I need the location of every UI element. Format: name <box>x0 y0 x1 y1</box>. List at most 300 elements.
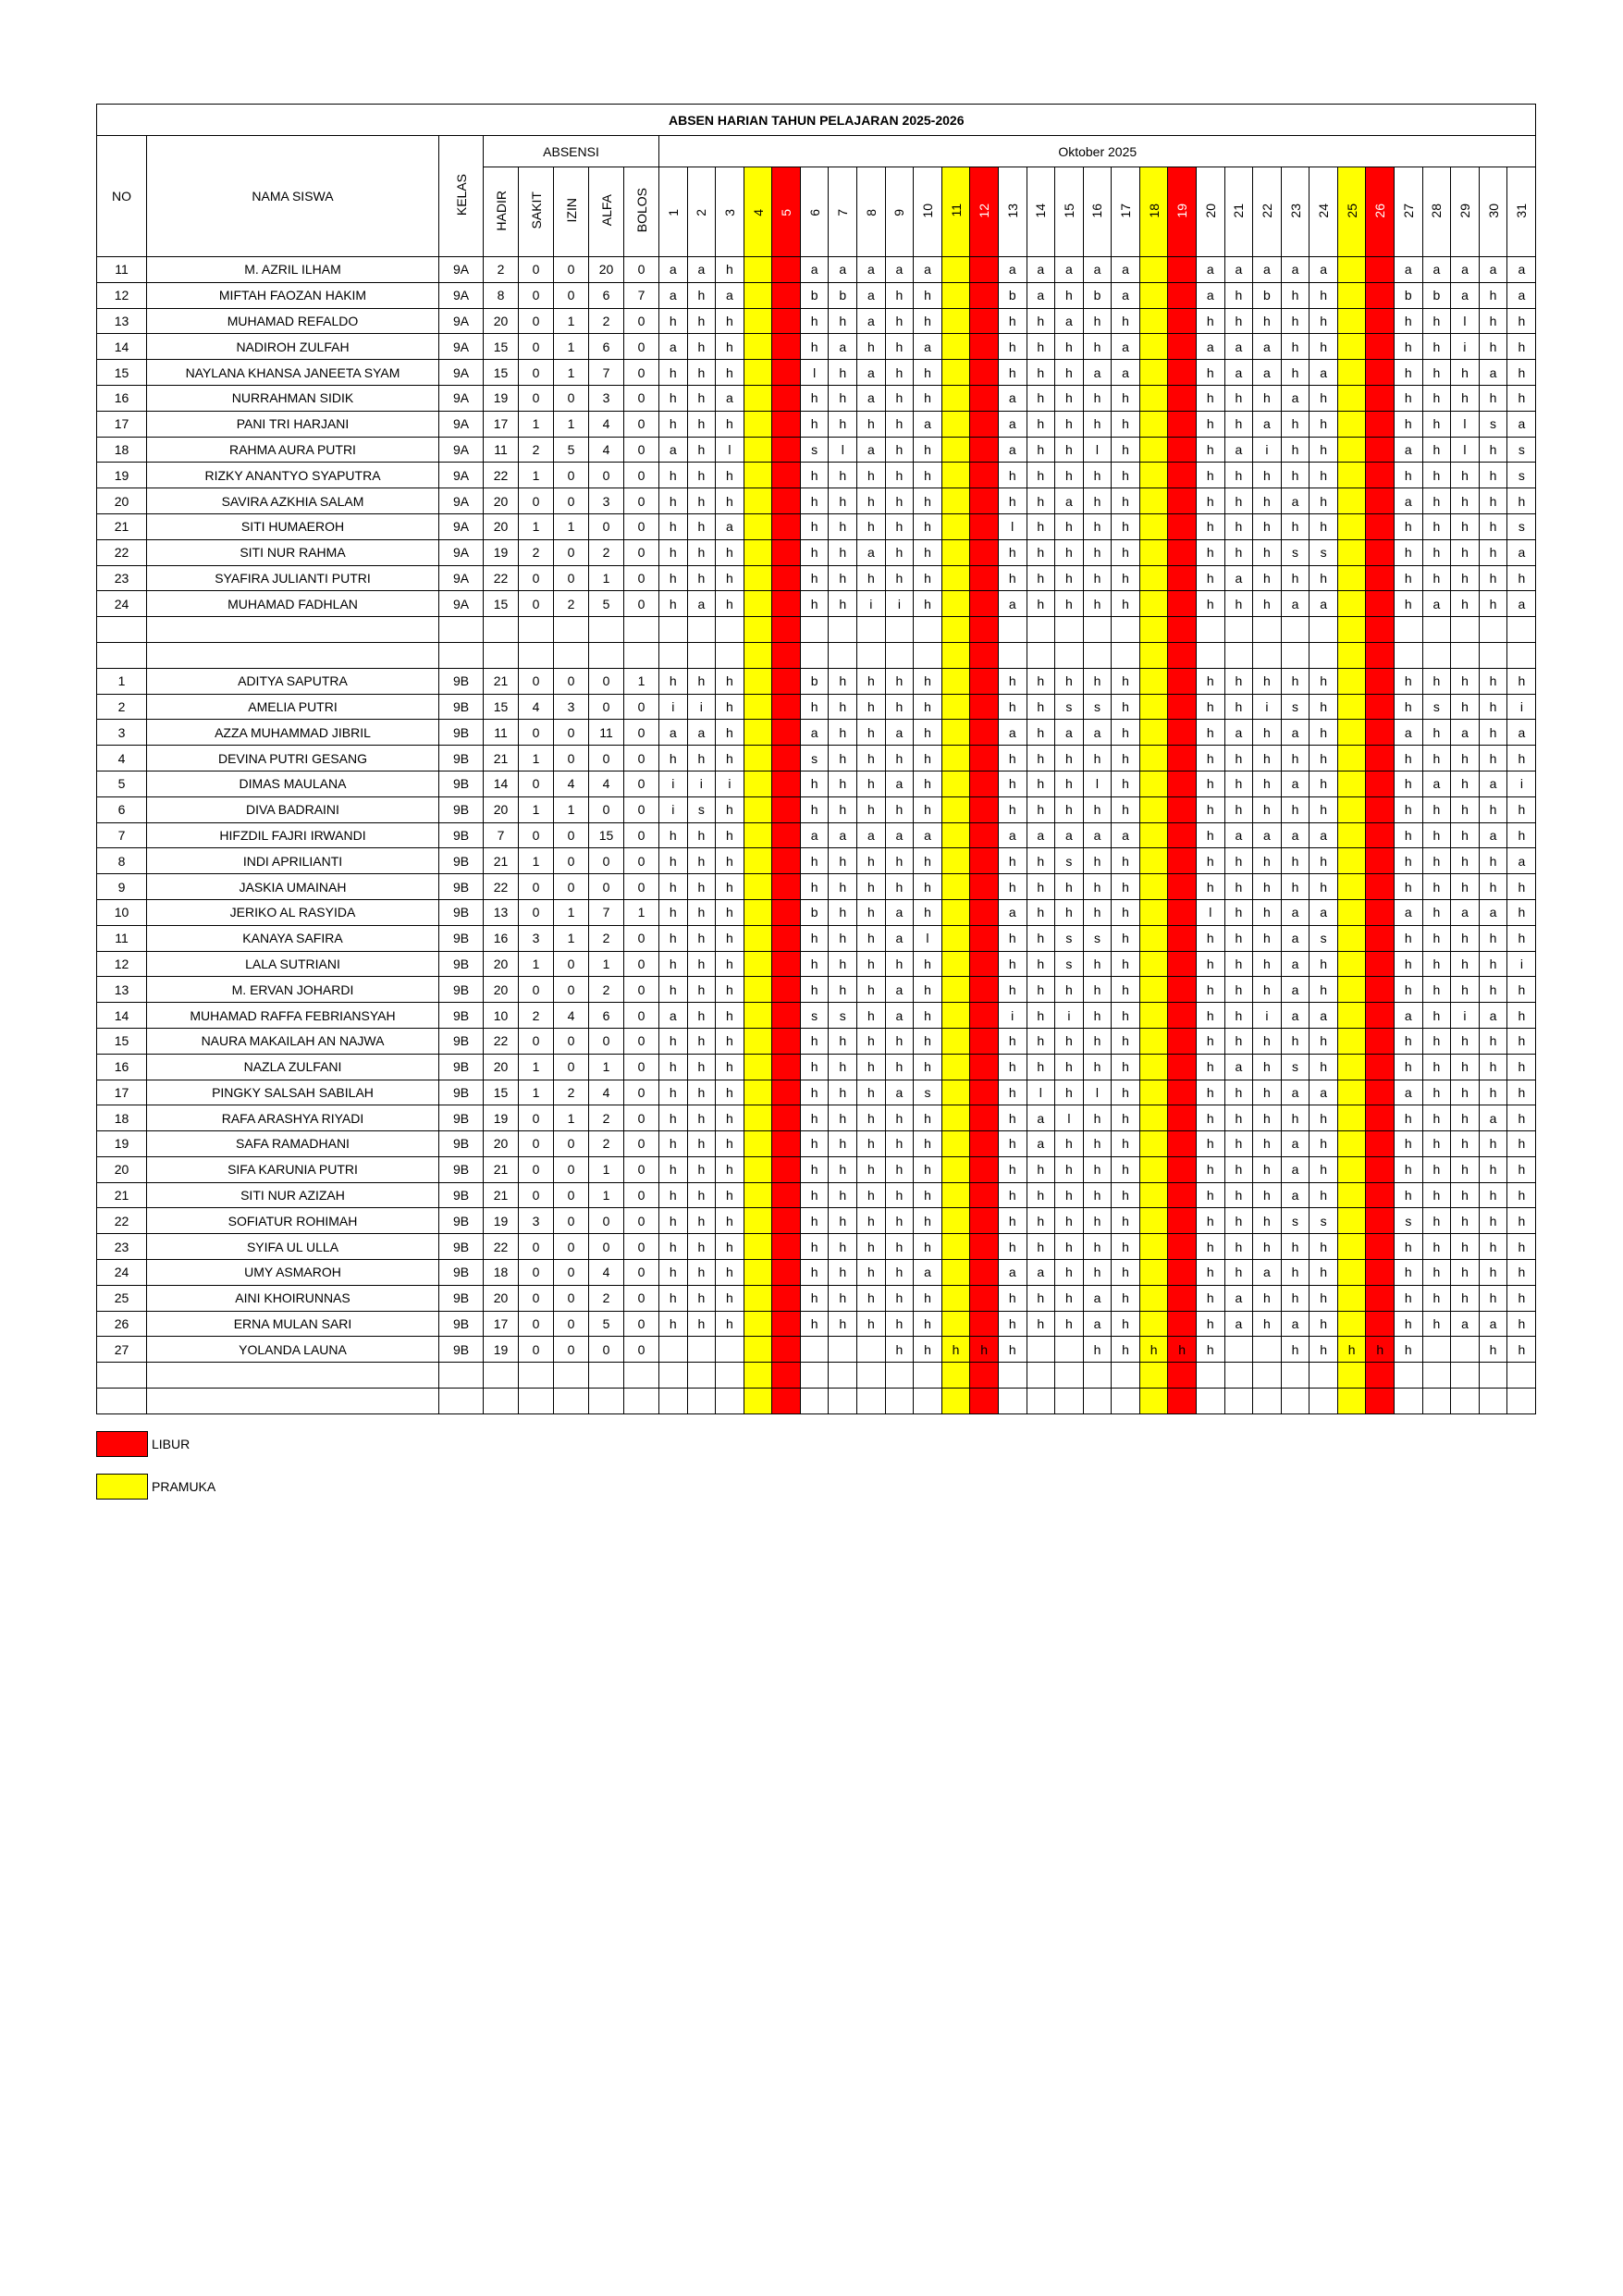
attendance-cell: a <box>1281 1182 1309 1208</box>
count-alfa: 3 <box>589 488 624 514</box>
attendance-cell: h <box>659 668 688 694</box>
attendance-cell: h <box>1196 746 1224 772</box>
row-no: 4 <box>97 746 147 772</box>
attendance-cell: h <box>659 746 688 772</box>
attendance-cell: h <box>885 1028 914 1054</box>
header-day-number: 16 <box>1089 203 1105 218</box>
attendance-cell: a <box>1309 591 1338 617</box>
attendance-cell <box>659 1337 688 1363</box>
attendance-cell <box>1139 1311 1168 1337</box>
attendance-cell: h <box>800 488 829 514</box>
count-hadir: 22 <box>484 874 519 900</box>
header-day-number: 9 <box>891 209 907 216</box>
row-no: 11 <box>97 257 147 283</box>
row-kelas: 9A <box>439 488 484 514</box>
attendance-cell <box>1337 257 1366 283</box>
attendance-cell <box>1168 1363 1197 1389</box>
attendance-cell: h <box>1422 925 1451 951</box>
attendance-cell: a <box>1395 1003 1423 1029</box>
attendance-cell: h <box>829 488 857 514</box>
table-row <box>97 720 1536 746</box>
attendance-cell: h <box>800 411 829 437</box>
attendance-cell <box>1395 642 1423 668</box>
count-izin: 1 <box>554 411 589 437</box>
attendance-cell <box>1337 1105 1366 1131</box>
attendance-cell: h <box>829 1208 857 1234</box>
student-name: JASKIA UMAINAH <box>147 874 439 900</box>
attendance-cell <box>1168 591 1197 617</box>
attendance-cell: h <box>1507 360 1536 386</box>
attendance-cell: a <box>857 822 886 848</box>
attendance-cell <box>829 617 857 643</box>
attendance-cell <box>744 771 772 796</box>
attendance-cell: h <box>885 874 914 900</box>
attendance-cell <box>744 488 772 514</box>
attendance-cell: h <box>914 899 942 925</box>
count-alfa: 1 <box>589 565 624 591</box>
row-no: 19 <box>97 463 147 488</box>
attendance-cell: a <box>1253 257 1282 283</box>
count-bolos: 0 <box>624 1105 659 1131</box>
student-name: AMELIA PUTRI <box>147 694 439 720</box>
attendance-cell: h <box>914 1337 942 1363</box>
count-sakit: 0 <box>519 1285 554 1311</box>
row-no: 23 <box>97 1234 147 1260</box>
count-sakit: 0 <box>519 282 554 308</box>
attendance-cell <box>1337 360 1366 386</box>
attendance-cell <box>772 771 801 796</box>
attendance-cell: h <box>800 385 829 411</box>
attendance-cell: h <box>1395 874 1423 900</box>
student-name <box>147 617 439 643</box>
attendance-cell: i <box>1507 951 1536 977</box>
row-kelas: 9B <box>439 796 484 822</box>
attendance-cell <box>829 1337 857 1363</box>
attendance-cell: h <box>1112 539 1140 565</box>
attendance-cell: h <box>1224 1028 1253 1054</box>
attendance-cell <box>1112 1363 1140 1389</box>
attendance-cell: h <box>1196 1080 1224 1105</box>
attendance-cell: h <box>885 437 914 463</box>
attendance-cell <box>772 513 801 539</box>
count-alfa: 7 <box>589 360 624 386</box>
attendance-cell: h <box>687 334 716 360</box>
count-izin: 2 <box>554 591 589 617</box>
attendance-cell: h <box>1253 1285 1282 1311</box>
attendance-cell: h <box>1281 1105 1309 1131</box>
attendance-cell: h <box>1196 513 1224 539</box>
attendance-cell: h <box>1281 411 1309 437</box>
attendance-cell <box>1196 617 1224 643</box>
row-kelas: 9A <box>439 411 484 437</box>
attendance-cell <box>970 488 999 514</box>
attendance-cell: a <box>1395 1080 1423 1105</box>
attendance-cell: a <box>1224 1054 1253 1080</box>
attendance-cell: h <box>800 694 829 720</box>
attendance-cell: a <box>1507 411 1536 437</box>
attendance-cell: h <box>659 411 688 437</box>
attendance-cell: h <box>716 1003 744 1029</box>
attendance-cell: h <box>885 334 914 360</box>
attendance-cell <box>744 437 772 463</box>
count-alfa: 4 <box>589 1080 624 1105</box>
count-izin: 0 <box>554 1182 589 1208</box>
attendance-cell: h <box>1112 977 1140 1003</box>
attendance-cell: h <box>716 411 744 437</box>
attendance-cell: a <box>1281 488 1309 514</box>
attendance-cell: h <box>1083 1028 1112 1054</box>
attendance-cell <box>1139 925 1168 951</box>
student-name: YOLANDA LAUNA <box>147 1337 439 1363</box>
attendance-cell: h <box>1281 1337 1309 1363</box>
attendance-cell: h <box>1479 1028 1507 1054</box>
attendance-cell <box>970 642 999 668</box>
attendance-cell: a <box>1253 822 1282 848</box>
count-sakit: 0 <box>519 874 554 900</box>
count-sakit: 0 <box>519 1234 554 1260</box>
row-kelas: 9B <box>439 1156 484 1182</box>
attendance-cell: a <box>1395 257 1423 283</box>
attendance-cell <box>1366 257 1395 283</box>
count-bolos: 0 <box>624 1003 659 1029</box>
attendance-cell <box>687 1363 716 1389</box>
row-no: 13 <box>97 977 147 1003</box>
count-bolos: 0 <box>624 746 659 772</box>
attendance-cell: a <box>829 822 857 848</box>
attendance-cell: h <box>1112 1234 1140 1260</box>
attendance-cell: h <box>1196 360 1224 386</box>
attendance-cell: h <box>829 1234 857 1260</box>
attendance-cell: h <box>829 1054 857 1080</box>
attendance-cell <box>1337 694 1366 720</box>
count-hadir: 15 <box>484 591 519 617</box>
student-name: AINI KHOIRUNNAS <box>147 1285 439 1311</box>
attendance-cell: h <box>659 360 688 386</box>
attendance-cell <box>1168 437 1197 463</box>
attendance-cell <box>1337 411 1366 437</box>
attendance-cell <box>970 1311 999 1337</box>
attendance-cell: a <box>998 385 1027 411</box>
count-hadir: 20 <box>484 1285 519 1311</box>
attendance-cell <box>744 1311 772 1337</box>
attendance-cell <box>1337 1054 1366 1080</box>
attendance-cell <box>1168 951 1197 977</box>
attendance-cell: i <box>1507 694 1536 720</box>
attendance-cell: h <box>914 282 942 308</box>
attendance-cell <box>744 874 772 900</box>
attendance-cell <box>1337 977 1366 1003</box>
header-day-number: 19 <box>1174 203 1190 218</box>
attendance-cell <box>970 1028 999 1054</box>
count-alfa: 0 <box>589 1208 624 1234</box>
attendance-cell: h <box>1253 488 1282 514</box>
attendance-cell: h <box>1309 334 1338 360</box>
count-hadir: 20 <box>484 1054 519 1080</box>
attendance-cell: h <box>1055 513 1084 539</box>
attendance-cell: h <box>800 1131 829 1157</box>
count-alfa: 4 <box>589 771 624 796</box>
row-kelas: 9A <box>439 539 484 565</box>
count-bolos <box>624 1389 659 1414</box>
attendance-cell: h <box>1422 1054 1451 1080</box>
attendance-cell <box>1139 1131 1168 1157</box>
attendance-cell: b <box>998 282 1027 308</box>
header-summary-label: IZIN <box>563 198 579 223</box>
attendance-cell <box>998 1389 1027 1414</box>
attendance-cell: a <box>885 1080 914 1105</box>
attendance-cell: h <box>1253 746 1282 772</box>
table-row <box>97 951 1536 977</box>
attendance-cell: s <box>800 1003 829 1029</box>
attendance-cell: h <box>1196 874 1224 900</box>
attendance-cell: a <box>1112 282 1140 308</box>
count-sakit: 2 <box>519 539 554 565</box>
attendance-cell <box>970 822 999 848</box>
count-izin: 0 <box>554 282 589 308</box>
attendance-cell <box>970 746 999 772</box>
attendance-cell: h <box>1422 1208 1451 1234</box>
attendance-cell: h <box>829 796 857 822</box>
attendance-cell: s <box>1479 411 1507 437</box>
attendance-cell: l <box>716 437 744 463</box>
attendance-cell: h <box>857 874 886 900</box>
table-row <box>97 1208 1536 1234</box>
attendance-cell: h <box>1112 411 1140 437</box>
count-alfa: 5 <box>589 1311 624 1337</box>
attendance-cell <box>970 385 999 411</box>
table-row <box>97 1003 1536 1029</box>
attendance-cell <box>744 1054 772 1080</box>
header-day <box>1253 167 1282 257</box>
attendance-cell <box>1168 668 1197 694</box>
legend-swatch <box>96 1431 148 1457</box>
attendance-cell: h <box>1083 796 1112 822</box>
attendance-cell: h <box>1309 1285 1338 1311</box>
header-day <box>1168 167 1197 257</box>
attendance-cell: s <box>1507 463 1536 488</box>
attendance-cell: h <box>1112 463 1140 488</box>
attendance-cell: h <box>914 488 942 514</box>
header-day-number: 25 <box>1344 203 1359 218</box>
attendance-cell: h <box>800 1285 829 1311</box>
attendance-cell <box>970 257 999 283</box>
attendance-cell: a <box>1281 720 1309 746</box>
header-day-number: 7 <box>835 209 851 216</box>
attendance-cell: h <box>1224 1208 1253 1234</box>
attendance-cell: h <box>800 977 829 1003</box>
attendance-cell <box>744 1337 772 1363</box>
attendance-cell: h <box>998 539 1027 565</box>
attendance-cell <box>659 1363 688 1389</box>
attendance-cell <box>772 977 801 1003</box>
attendance-cell: h <box>885 746 914 772</box>
header-day <box>1139 167 1168 257</box>
attendance-cell: h <box>1055 668 1084 694</box>
attendance-cell: l <box>1083 1080 1112 1105</box>
attendance-cell <box>1168 1208 1197 1234</box>
count-hadir: 10 <box>484 1003 519 1029</box>
attendance-cell: h <box>716 360 744 386</box>
attendance-cell: h <box>1422 1311 1451 1337</box>
attendance-cell <box>941 1028 970 1054</box>
attendance-cell: h <box>1451 1260 1480 1286</box>
count-hadir <box>484 642 519 668</box>
table-row <box>97 411 1536 437</box>
attendance-cell: a <box>885 899 914 925</box>
attendance-cell: h <box>1422 720 1451 746</box>
attendance-cell: i <box>687 771 716 796</box>
attendance-cell: a <box>1451 282 1480 308</box>
attendance-cell: h <box>716 899 744 925</box>
attendance-cell: h <box>998 796 1027 822</box>
attendance-cell <box>970 977 999 1003</box>
attendance-cell: h <box>800 1182 829 1208</box>
attendance-cell <box>744 668 772 694</box>
header-day-number: 5 <box>779 209 794 216</box>
attendance-cell: h <box>1112 925 1140 951</box>
attendance-cell: h <box>1395 746 1423 772</box>
count-sakit: 1 <box>519 951 554 977</box>
attendance-cell: h <box>1479 1285 1507 1311</box>
count-sakit: 1 <box>519 1054 554 1080</box>
count-sakit: 3 <box>519 925 554 951</box>
count-bolos: 0 <box>624 1285 659 1311</box>
attendance-cell: h <box>998 1208 1027 1234</box>
row-kelas: 9A <box>439 437 484 463</box>
count-bolos <box>624 617 659 643</box>
attendance-cell: a <box>1224 822 1253 848</box>
count-izin: 0 <box>554 746 589 772</box>
row-no: 25 <box>97 1285 147 1311</box>
attendance-cell <box>970 1182 999 1208</box>
attendance-cell: h <box>1422 334 1451 360</box>
attendance-cell: a <box>1027 282 1055 308</box>
table-row <box>97 257 1536 283</box>
attendance-cell: h <box>1055 771 1084 796</box>
attendance-cell: h <box>1281 308 1309 334</box>
attendance-cell: h <box>914 720 942 746</box>
attendance-cell: a <box>1253 411 1282 437</box>
attendance-cell <box>744 925 772 951</box>
attendance-cell: h <box>829 1156 857 1182</box>
attendance-cell <box>1451 617 1480 643</box>
attendance-cell <box>1027 1363 1055 1389</box>
attendance-cell: h <box>1395 1285 1423 1311</box>
attendance-cell <box>1366 411 1395 437</box>
attendance-cell: h <box>659 1208 688 1234</box>
attendance-cell: h <box>914 308 942 334</box>
attendance-cell: h <box>687 925 716 951</box>
table-row <box>97 1156 1536 1182</box>
attendance-cell <box>1139 1234 1168 1260</box>
attendance-cell: h <box>1281 1285 1309 1311</box>
count-sakit: 0 <box>519 1311 554 1337</box>
attendance-cell: a <box>1281 385 1309 411</box>
attendance-cell: h <box>1395 565 1423 591</box>
attendance-cell: h <box>1507 1182 1536 1208</box>
row-kelas: 9B <box>439 951 484 977</box>
row-no: 3 <box>97 720 147 746</box>
attendance-cell <box>744 513 772 539</box>
attendance-cell: h <box>998 925 1027 951</box>
attendance-cell: h <box>1224 1260 1253 1286</box>
attendance-cell: h <box>1395 539 1423 565</box>
attendance-cell: h <box>1055 1182 1084 1208</box>
count-sakit: 0 <box>519 1131 554 1157</box>
attendance-cell <box>1168 565 1197 591</box>
attendance-cell: a <box>885 925 914 951</box>
attendance-cell: h <box>1196 694 1224 720</box>
student-name: SITI NUR AZIZAH <box>147 1182 439 1208</box>
attendance-cell: h <box>1281 746 1309 772</box>
count-izin: 0 <box>554 463 589 488</box>
attendance-cell: h <box>829 1028 857 1054</box>
attendance-cell <box>1168 977 1197 1003</box>
attendance-cell: h <box>829 720 857 746</box>
count-alfa <box>589 1389 624 1414</box>
attendance-cell <box>1337 463 1366 488</box>
attendance-cell: s <box>1422 694 1451 720</box>
row-kelas: 9B <box>439 1131 484 1157</box>
attendance-cell: s <box>800 746 829 772</box>
count-hadir: 18 <box>484 1260 519 1286</box>
attendance-cell: h <box>659 308 688 334</box>
attendance-cell <box>1366 488 1395 514</box>
attendance-cell <box>772 848 801 874</box>
attendance-cell: h <box>1055 1285 1084 1311</box>
attendance-cell: i <box>1451 334 1480 360</box>
row-kelas: 9B <box>439 1182 484 1208</box>
attendance-cell: h <box>1083 565 1112 591</box>
row-kelas: 9B <box>439 925 484 951</box>
row-kelas: 9B <box>439 1285 484 1311</box>
header-day-number: 20 <box>1202 203 1218 218</box>
attendance-cell <box>970 951 999 977</box>
attendance-cell: a <box>857 257 886 283</box>
attendance-cell: h <box>1196 1311 1224 1337</box>
attendance-cell: h <box>857 1028 886 1054</box>
attendance-cell <box>941 1080 970 1105</box>
count-sakit: 0 <box>519 771 554 796</box>
attendance-cell: h <box>1196 437 1224 463</box>
attendance-cell <box>970 308 999 334</box>
attendance-cell: h <box>1196 977 1224 1003</box>
attendance-cell: h <box>1479 282 1507 308</box>
table-row <box>97 1285 1536 1311</box>
attendance-cell: h <box>885 1234 914 1260</box>
attendance-cell <box>941 591 970 617</box>
attendance-cell: h <box>1055 796 1084 822</box>
attendance-cell: h <box>1479 668 1507 694</box>
attendance-cell: h <box>1224 1003 1253 1029</box>
header-summary-label: BOLOS <box>633 188 649 233</box>
header-summary-alfa <box>589 167 624 257</box>
attendance-cell: h <box>1395 1260 1423 1286</box>
attendance-cell <box>941 1208 970 1234</box>
attendance-cell: h <box>1479 1054 1507 1080</box>
attendance-cell: h <box>1309 488 1338 514</box>
attendance-cell <box>941 1311 970 1337</box>
attendance-cell: h <box>914 565 942 591</box>
attendance-cell: h <box>1055 385 1084 411</box>
attendance-cell <box>1366 1234 1395 1260</box>
attendance-cell <box>941 925 970 951</box>
attendance-cell: h <box>1422 1234 1451 1260</box>
attendance-cell <box>1112 617 1140 643</box>
count-hadir: 2 <box>484 257 519 283</box>
table-row <box>97 488 1536 514</box>
count-bolos <box>624 1363 659 1389</box>
